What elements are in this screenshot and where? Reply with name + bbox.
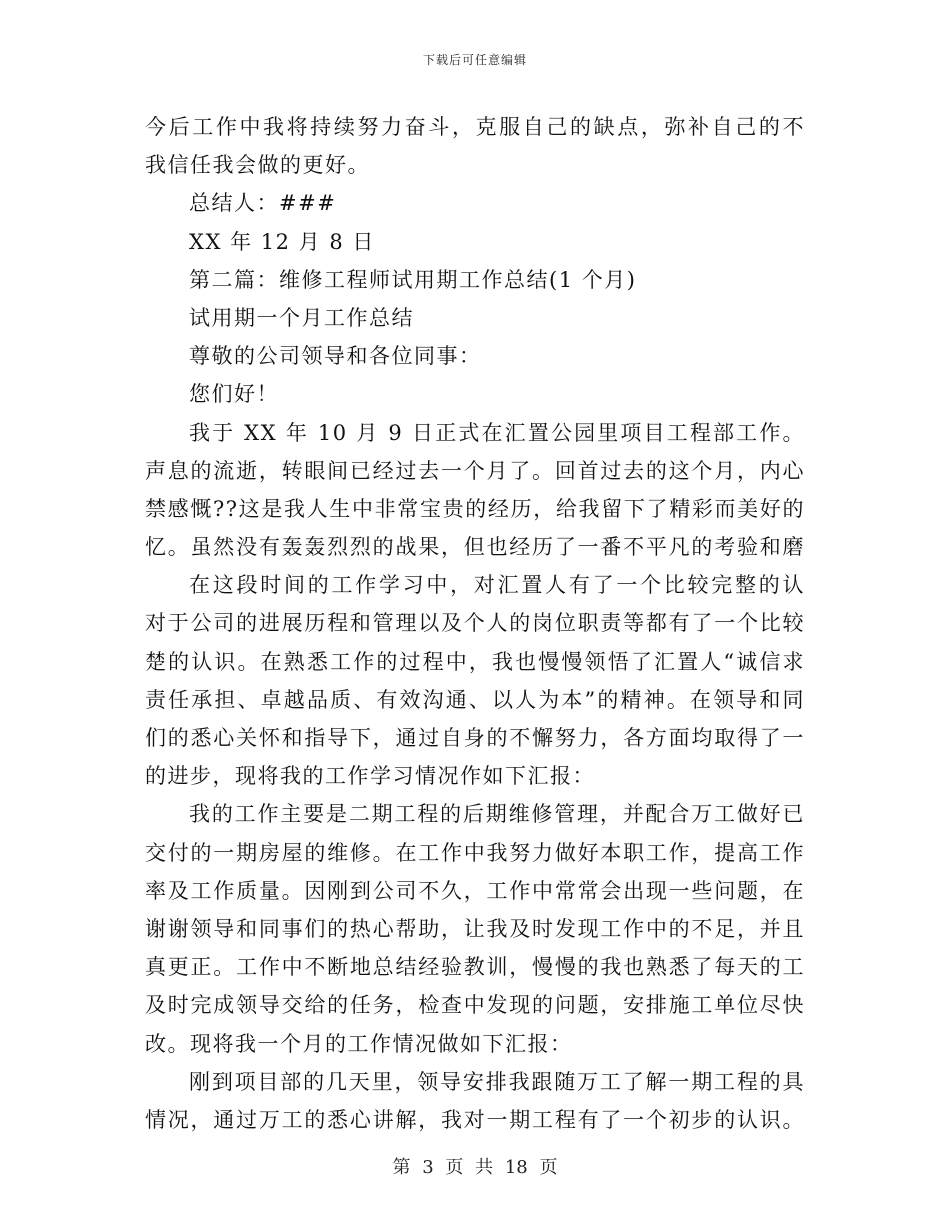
text-line: 第二篇：维修工程师试用期工作总结(1 个月) [189,267,637,292]
text-line: 们的悉心关怀和指导下，通过自身的不懈努力，各方面均取得了一 [145,726,805,750]
text-line: 忆。虽然没有轰轰烈烈的战果，但也经历了一番不平凡的考验和磨 [145,535,805,560]
text-line: 试用期一个月工作总结 [189,305,414,330]
document-body [145,108,805,1139]
text-line: 我信任我会做的更好。 [145,153,370,178]
text-line: 在这段时间的工作学习中，对汇置人有了一个比较完整的认 [189,573,805,598]
text-line: 情况，通过万工的悉心讲解，我对一期工程有了一个初步的认识。 [145,1107,805,1132]
text-line: 对于公司的进展历程和管理以及个人的岗位职责等都有了一个比较 [145,611,805,636]
text-line: 及时完成领导交给的任务，检查中发现的问题，安排施工单位尽快 [145,993,805,1018]
page-number-footer: 第 3 页 共 18 页 [392,1157,558,1178]
text-line: 总结人：### [189,191,337,216]
text-line: 您们好！ [189,382,279,407]
text-line: 谢谢领导和同事们的热心帮助，让我及时发现工作中的不足，并且 [145,916,805,941]
text-line: 的进步，现将我的工作学习情况作如下汇报： [145,764,595,789]
text-line: 真更正。工作中不断地总结经验教训，慢慢的我也熟悉了每天的工 [145,955,805,980]
text-line: 今后工作中我将持续努力奋斗，克服自己的缺点，弥补自己的不 [145,115,805,139]
text-line: XX 年 12 月 8 日 [189,229,375,254]
text-line: 楚的认识。在熟悉工作的过程中，我也慢慢领悟了汇置人“诚信求 [145,649,805,674]
text-line: 声息的流逝，转眼间已经过去一个月了。回首过去的这个月，内心 [145,458,805,483]
text-line: 我于 XX 年 10 月 9 日正式在汇置公园里项目工程部工作。 [189,420,805,445]
text-line: 改。现将我一个月的工作情况做如下汇报： [145,1031,573,1056]
text-line: 刚到项目部的几天里，领导安排我跟随万工了解一期工程的具 [189,1069,805,1094]
text-line: 尊敬的公司领导和各位同事： [189,344,482,369]
text-line: 我的工作主要是二期工程的后期维修管理，并配合万工做好已 [189,802,805,827]
page-header-note: 下载后可任意编辑 [422,53,527,67]
text-line: 率及工作质量。因刚到公司不久，工作中常常会出现一些问题，在 [145,878,805,903]
text-line: 禁感慨??这是我人生中非常宝贵的经历，给我留下了精彩而美好的 [145,496,805,521]
text-line: 责任承担、卓越品质、有效沟通、以人为本”的精神。在领导和同 [145,687,805,712]
text-line: 交付的一期房屋的维修。在工作中我努力做好本职工作，提高工作 [145,840,805,865]
